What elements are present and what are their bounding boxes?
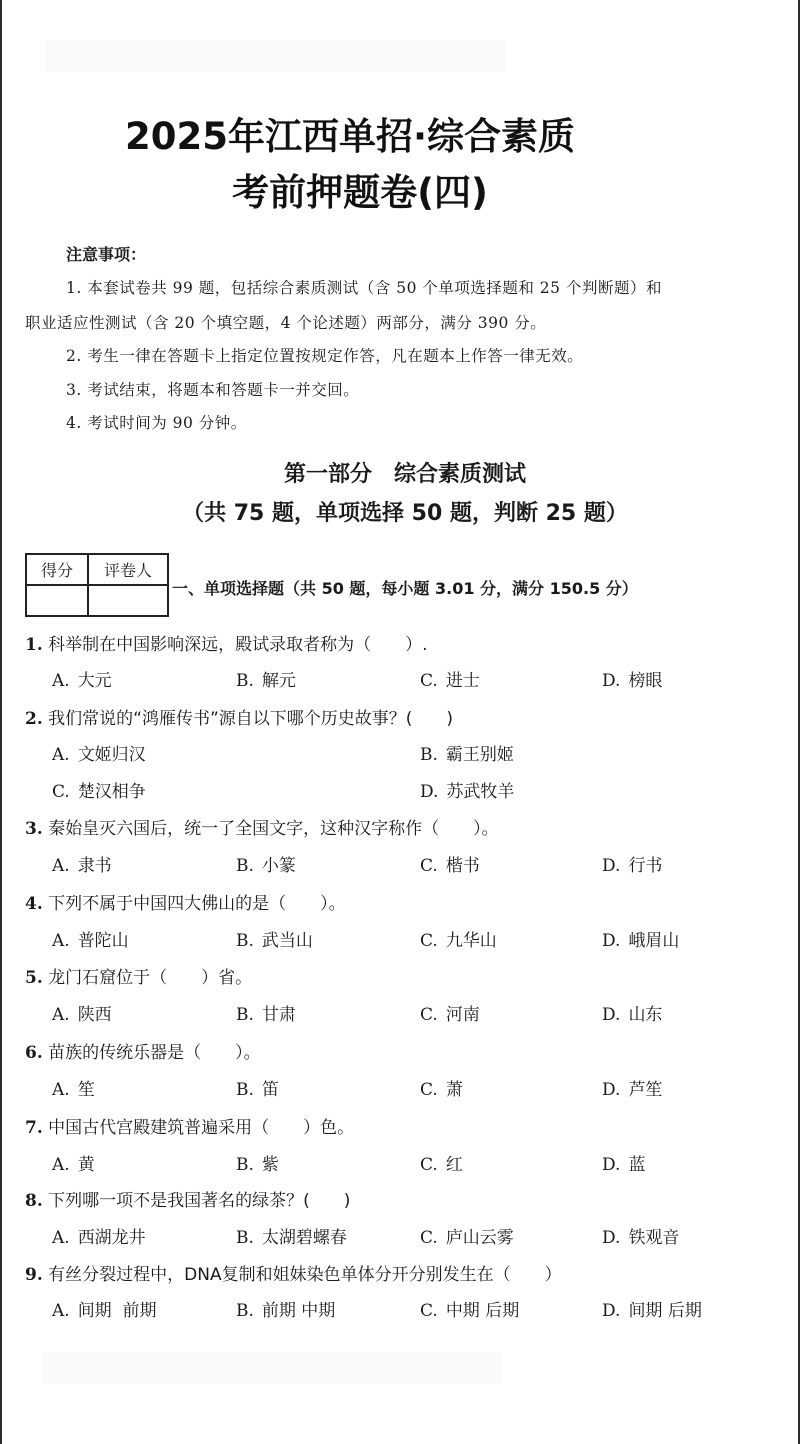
option-letter: A. bbox=[52, 1301, 70, 1321]
option-letter: D. bbox=[602, 1155, 621, 1175]
question-number: 3. bbox=[25, 819, 43, 839]
question-number: 6. bbox=[25, 1043, 43, 1063]
q2-option-d bbox=[420, 777, 514, 802]
question-number: 4. bbox=[25, 894, 43, 914]
q1-option-a bbox=[52, 666, 112, 691]
question-3 bbox=[25, 814, 499, 839]
q7-option-a bbox=[52, 1150, 95, 1175]
question-1 bbox=[25, 630, 428, 655]
q3-option-b bbox=[236, 851, 296, 876]
option-text: 进士 bbox=[445, 671, 480, 691]
q8-option-d bbox=[602, 1223, 679, 1248]
option-text: 榜眼 bbox=[628, 671, 663, 691]
option-letter: C. bbox=[420, 1228, 438, 1248]
question-2 bbox=[25, 704, 453, 729]
question-5 bbox=[25, 963, 252, 988]
option-text: 芦笙 bbox=[628, 1080, 663, 1100]
option-letter: C. bbox=[420, 671, 438, 691]
q6-option-b bbox=[236, 1075, 279, 1100]
option-text: 中期 后期 bbox=[445, 1301, 520, 1321]
option-letter: D. bbox=[602, 931, 621, 951]
option-letter: B. bbox=[420, 745, 438, 765]
q9-option-b bbox=[236, 1296, 335, 1321]
option-text: 笛 bbox=[261, 1080, 279, 1100]
option-text: 小篆 bbox=[261, 856, 296, 876]
option-text: 红 bbox=[445, 1155, 463, 1175]
option-text: 间期 前期 bbox=[77, 1301, 157, 1321]
option-letter: D. bbox=[602, 1301, 621, 1321]
question-7 bbox=[25, 1113, 354, 1138]
option-letter: B. bbox=[236, 856, 254, 876]
notice-heading: 注意事项： bbox=[66, 245, 147, 264]
option-letter: D. bbox=[602, 1080, 621, 1100]
grader-header: 评卷人 bbox=[88, 554, 168, 585]
notice-item-2: 2. 考生一律在答题卡上指定位置按规定作答，凡在题本上作答一律无效。 bbox=[66, 347, 584, 365]
option-text: 笙 bbox=[77, 1080, 95, 1100]
option-text: 苏武牧羊 bbox=[446, 782, 515, 802]
option-letter: D. bbox=[602, 856, 621, 876]
option-letter: B. bbox=[236, 1301, 254, 1321]
option-letter: C. bbox=[420, 1155, 438, 1175]
q3-option-d bbox=[602, 851, 662, 876]
option-letter: B. bbox=[236, 1155, 254, 1175]
q9-option-d bbox=[602, 1296, 702, 1321]
question-9 bbox=[25, 1260, 562, 1285]
q8-option-b bbox=[236, 1223, 347, 1248]
option-text: 前期 中期 bbox=[261, 1301, 336, 1321]
option-text: 萧 bbox=[445, 1080, 463, 1100]
option-text: 黄 bbox=[77, 1155, 95, 1175]
option-text: 西湖龙井 bbox=[77, 1228, 146, 1248]
option-letter: D. bbox=[602, 671, 621, 691]
question-number: 7. bbox=[25, 1118, 43, 1138]
option-letter: B. bbox=[236, 671, 254, 691]
option-text: 铁观音 bbox=[628, 1228, 680, 1248]
question-number: 1. bbox=[25, 635, 43, 655]
q5-option-b bbox=[236, 1000, 296, 1025]
notice-item-1-cont: 职业适应性测试（含 20 个填空题，4 个论述题）两部分，满分 390 分。 bbox=[25, 314, 547, 332]
q1-option-d bbox=[602, 666, 662, 691]
option-letter: B. bbox=[236, 1080, 254, 1100]
option-letter: C. bbox=[420, 1301, 438, 1321]
question-stem: 苗族的传统乐器是（ ）。 bbox=[48, 1043, 261, 1063]
q1-option-b bbox=[236, 666, 296, 691]
exam-subtitle: 考前押题卷(四) bbox=[232, 171, 488, 214]
option-text: 大元 bbox=[77, 671, 112, 691]
score-table bbox=[25, 553, 169, 617]
q2-option-a bbox=[52, 740, 146, 765]
notice-item-1: 1. 本套试卷共 99 题，包括综合素质测试（含 50 个单项选择题和 25 个判断题）和 bbox=[66, 279, 662, 297]
question-stem: 我们常说的“鸿雁传书”源自以下哪个历史故事？( ) bbox=[48, 709, 454, 729]
q4-option-c bbox=[420, 926, 497, 951]
option-text: 太湖碧螺春 bbox=[261, 1228, 347, 1248]
question-6 bbox=[25, 1038, 261, 1063]
q4-option-d bbox=[602, 926, 679, 951]
question-stem: 下列哪一项不是我国著名的绿茶？( ) bbox=[48, 1191, 351, 1211]
option-letter: C. bbox=[52, 782, 70, 802]
option-letter: D. bbox=[420, 782, 439, 802]
option-text: 解元 bbox=[261, 671, 296, 691]
option-text: 陕西 bbox=[77, 1005, 112, 1025]
option-letter: A. bbox=[52, 1005, 70, 1025]
q6-option-d bbox=[602, 1075, 662, 1100]
option-letter: B. bbox=[236, 1228, 254, 1248]
score-header: 得分 bbox=[26, 554, 88, 585]
option-text: 紫 bbox=[261, 1155, 279, 1175]
q8-option-a bbox=[52, 1223, 146, 1248]
option-letter: A. bbox=[52, 856, 70, 876]
option-text: 蓝 bbox=[628, 1155, 646, 1175]
option-text: 文姬归汉 bbox=[77, 745, 146, 765]
option-text: 霸王别姬 bbox=[445, 745, 514, 765]
question-number: 9. bbox=[25, 1265, 43, 1285]
part-title: 第一部分 综合素质测试 bbox=[283, 462, 526, 487]
q7-option-d bbox=[602, 1150, 645, 1175]
part-subtitle: （共 75 题，单项选择 50 题，判断 25 题） bbox=[182, 501, 628, 526]
option-letter: A. bbox=[52, 1228, 70, 1248]
q9-option-c bbox=[420, 1296, 519, 1321]
question-number: 5. bbox=[25, 968, 43, 988]
question-8 bbox=[25, 1186, 350, 1211]
grader-cell bbox=[88, 585, 168, 616]
option-letter: A. bbox=[52, 1080, 70, 1100]
question-stem: 龙门石窟位于（ ）省。 bbox=[48, 968, 253, 988]
question-stem: 有丝分裂过程中，DNA复制和姐妹染色单体分开分别发生在（ ） bbox=[48, 1265, 562, 1285]
option-text: 间期 后期 bbox=[628, 1301, 702, 1321]
option-letter: C. bbox=[420, 856, 438, 876]
notice-item-4: 4. 考试时间为 90 分钟。 bbox=[66, 414, 247, 432]
option-letter: D. bbox=[602, 1005, 621, 1025]
q1-option-c bbox=[420, 666, 480, 691]
q5-option-c bbox=[420, 1000, 480, 1025]
question-number: 2. bbox=[25, 709, 43, 729]
q6-option-a bbox=[52, 1075, 95, 1100]
q5-option-a bbox=[52, 1000, 112, 1025]
option-letter: C. bbox=[420, 1005, 438, 1025]
question-stem: 下列不属于中国四大佛山的是（ ）。 bbox=[48, 894, 346, 914]
q6-option-c bbox=[420, 1075, 463, 1100]
question-number: 8. bbox=[25, 1191, 43, 1211]
q9-option-a bbox=[52, 1296, 157, 1321]
option-letter: D. bbox=[602, 1228, 621, 1248]
option-text: 楷书 bbox=[445, 856, 480, 876]
score-cell bbox=[26, 585, 88, 616]
option-text: 武当山 bbox=[261, 931, 313, 951]
faint-band-bottom bbox=[42, 1352, 502, 1384]
option-text: 九华山 bbox=[445, 931, 497, 951]
option-text: 楚汉相争 bbox=[77, 782, 146, 802]
q2-option-c bbox=[52, 777, 146, 802]
option-letter: B. bbox=[236, 1005, 254, 1025]
q8-option-c bbox=[420, 1223, 514, 1248]
option-text: 峨眉山 bbox=[628, 931, 680, 951]
option-letter: A. bbox=[52, 671, 70, 691]
page-border-left bbox=[0, 0, 2, 1444]
question-stem: 秦始皇灭六国后，统一了全国文字，这种汉字称作（ ）。 bbox=[48, 819, 499, 839]
q7-option-c bbox=[420, 1150, 463, 1175]
faint-band-top bbox=[45, 40, 505, 72]
exam-title: 2025年江西单招·综合素质 bbox=[124, 115, 576, 158]
option-text: 庐山云雾 bbox=[445, 1228, 514, 1248]
option-letter: A. bbox=[52, 1155, 70, 1175]
option-letter: A. bbox=[52, 745, 70, 765]
question-stem: 科举制在中国影响深远，殿试录取者称为（ ）. bbox=[48, 635, 428, 655]
section-heading: 一、单项选择题（共 50 题，每小题 3.01 分，满分 150.5 分） bbox=[172, 579, 638, 598]
q4-option-b bbox=[236, 926, 313, 951]
q3-option-c bbox=[420, 851, 480, 876]
question-stem: 中国古代宫殿建筑普遍采用（ ）色。 bbox=[48, 1118, 355, 1138]
notice-item-3: 3. 考试结束，将题本和答题卡一并交回。 bbox=[66, 381, 360, 399]
q2-option-b bbox=[420, 740, 514, 765]
q3-option-a bbox=[52, 851, 112, 876]
option-text: 河南 bbox=[445, 1005, 480, 1025]
question-4 bbox=[25, 889, 346, 914]
option-letter: A. bbox=[52, 931, 70, 951]
q7-option-b bbox=[236, 1150, 279, 1175]
option-text: 山东 bbox=[628, 1005, 663, 1025]
q4-option-a bbox=[52, 926, 129, 951]
option-letter: B. bbox=[236, 931, 254, 951]
option-text: 隶书 bbox=[77, 856, 112, 876]
option-letter: C. bbox=[420, 1080, 438, 1100]
q5-option-d bbox=[602, 1000, 662, 1025]
option-text: 行书 bbox=[628, 856, 663, 876]
option-text: 甘肃 bbox=[261, 1005, 296, 1025]
option-letter: C. bbox=[420, 931, 438, 951]
option-text: 普陀山 bbox=[77, 931, 129, 951]
